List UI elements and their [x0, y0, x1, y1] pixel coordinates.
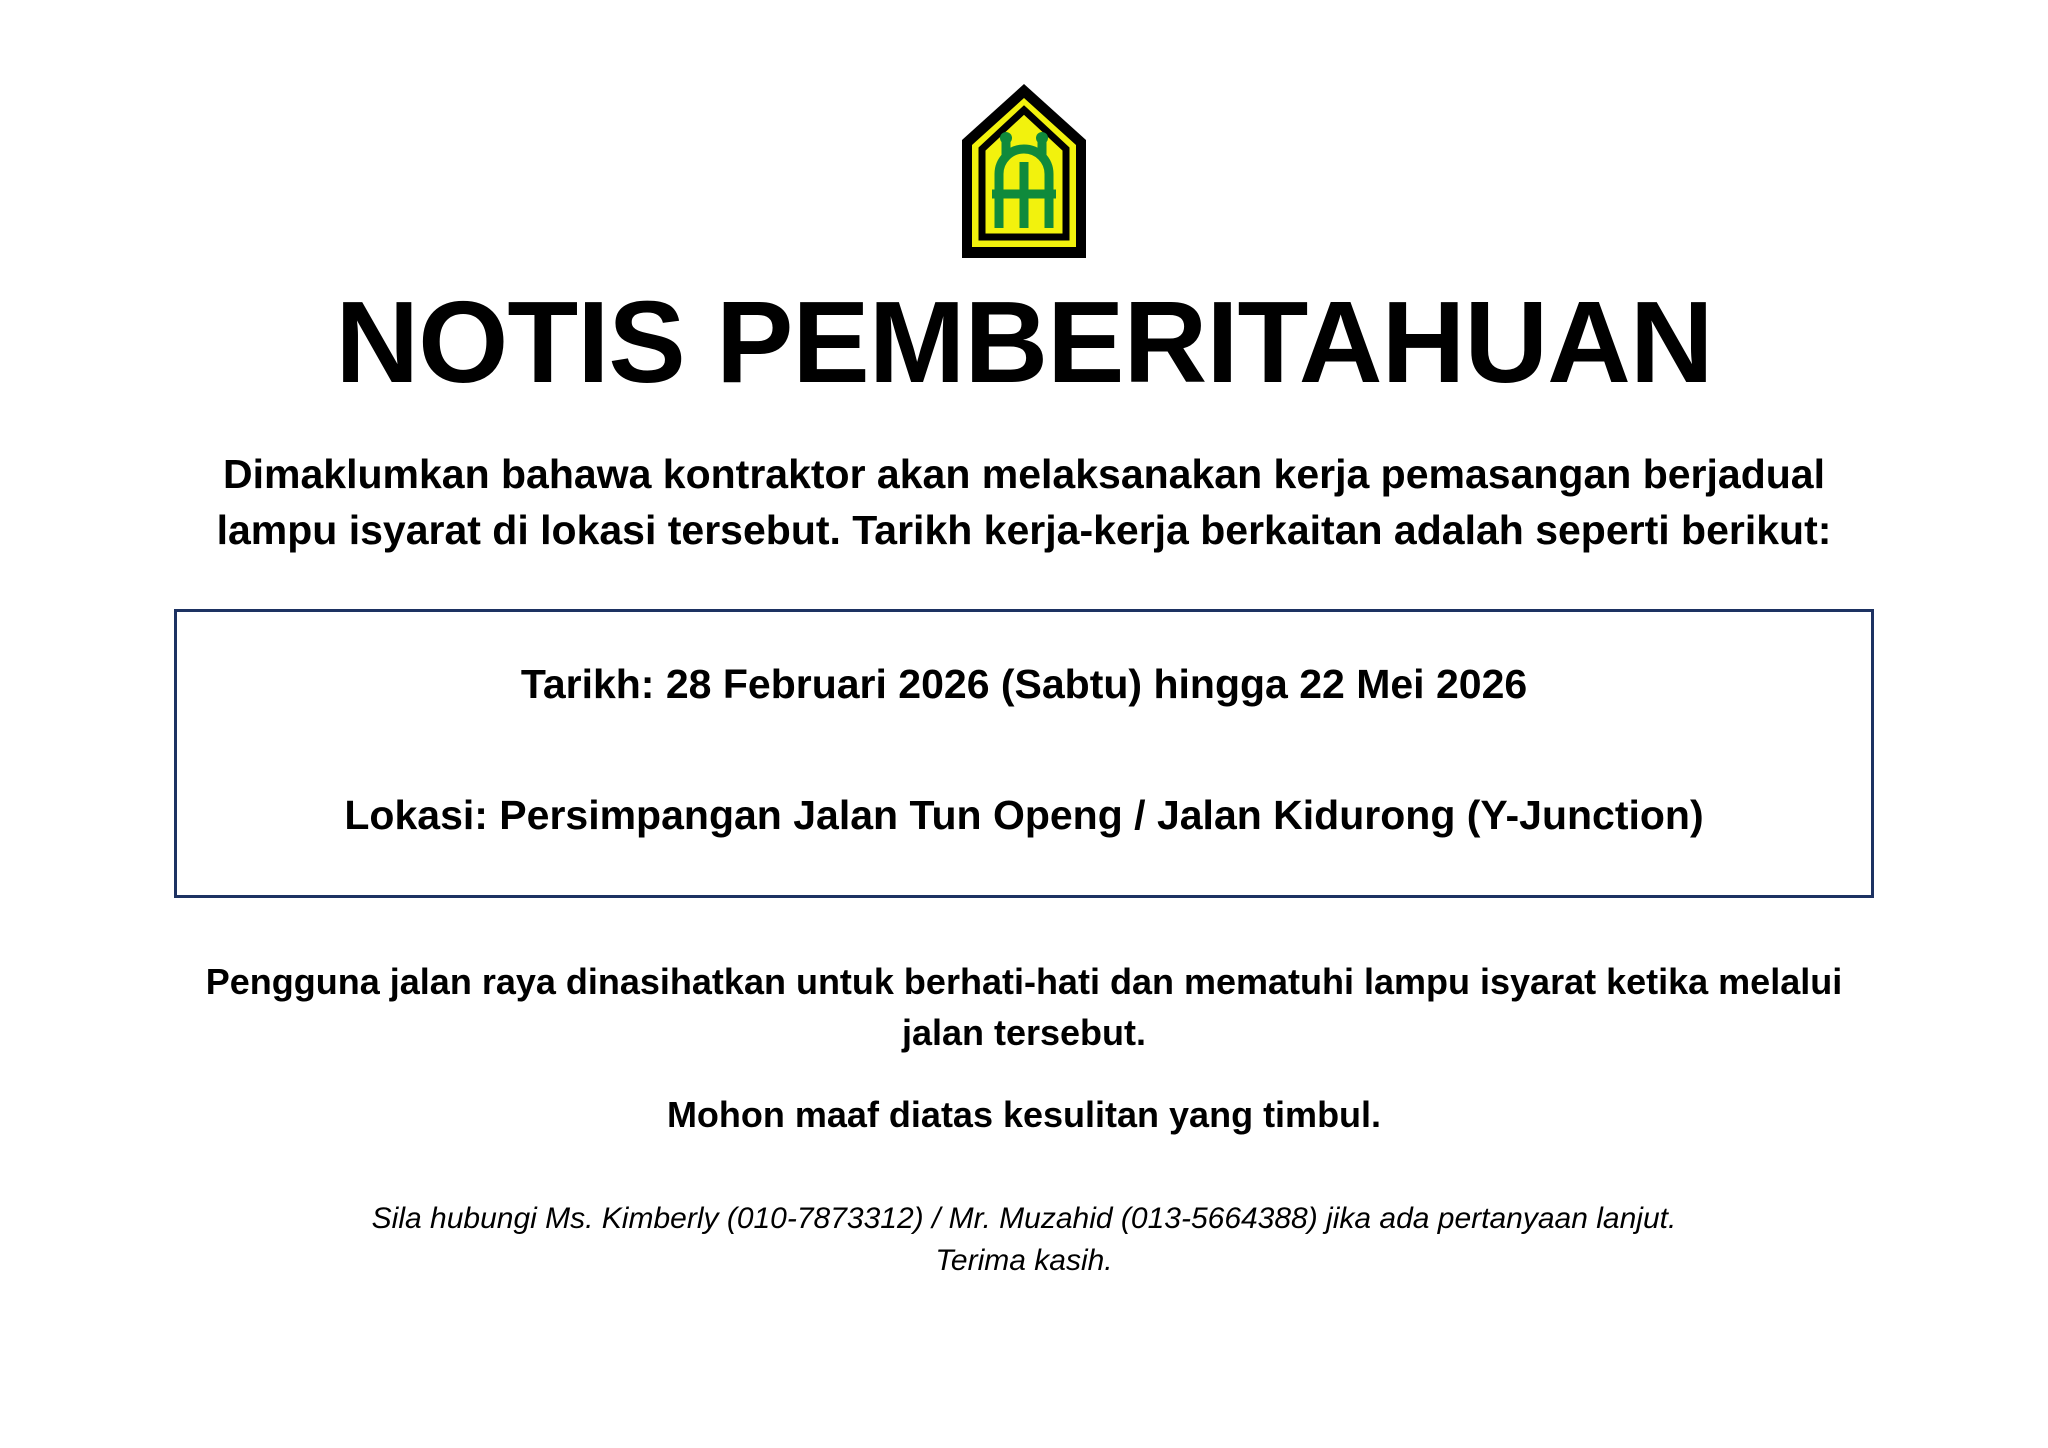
- date-line: Tarikh: 28 Februari 2026 (Sabtu) hingga 22 Mei 2026: [520, 660, 1528, 707]
- apology-text: Mohon maaf diatas kesulitan yang timbul.: [666, 1093, 1382, 1135]
- thanks-text: Terima kasih.: [935, 1243, 1113, 1277]
- details-box: [174, 609, 1874, 898]
- contact-text: Sila hubungi Ms. Kimberly (010-7873312) / Mr. Muzahid (013-5664388) jika ada pertanyaan lanjut.: [371, 1201, 1677, 1235]
- intro-paragraph: Dimaklumkan bahawa kontraktor akan melaksanakan kerja pemasangan berjadual lampu isyarat di lokasi tersebut. Tarikh kerja-kerja berkaitan adalah seperti berikut:: [216, 450, 1832, 554]
- sarawak-council-crest-icon: [949, 78, 1099, 268]
- page-title: NOTIS PEMBERITAHUAN: [335, 277, 1713, 407]
- location-line: Lokasi: Persimpangan Jalan Tun Openg / Jalan Kidurong (Y-Junction): [344, 792, 1704, 839]
- advisory-text: Pengguna jalan raya dinasihatkan untuk berhati-hati dan mematuhi lampu isyarat ketika melalui jalan tersebut.: [205, 960, 1843, 1053]
